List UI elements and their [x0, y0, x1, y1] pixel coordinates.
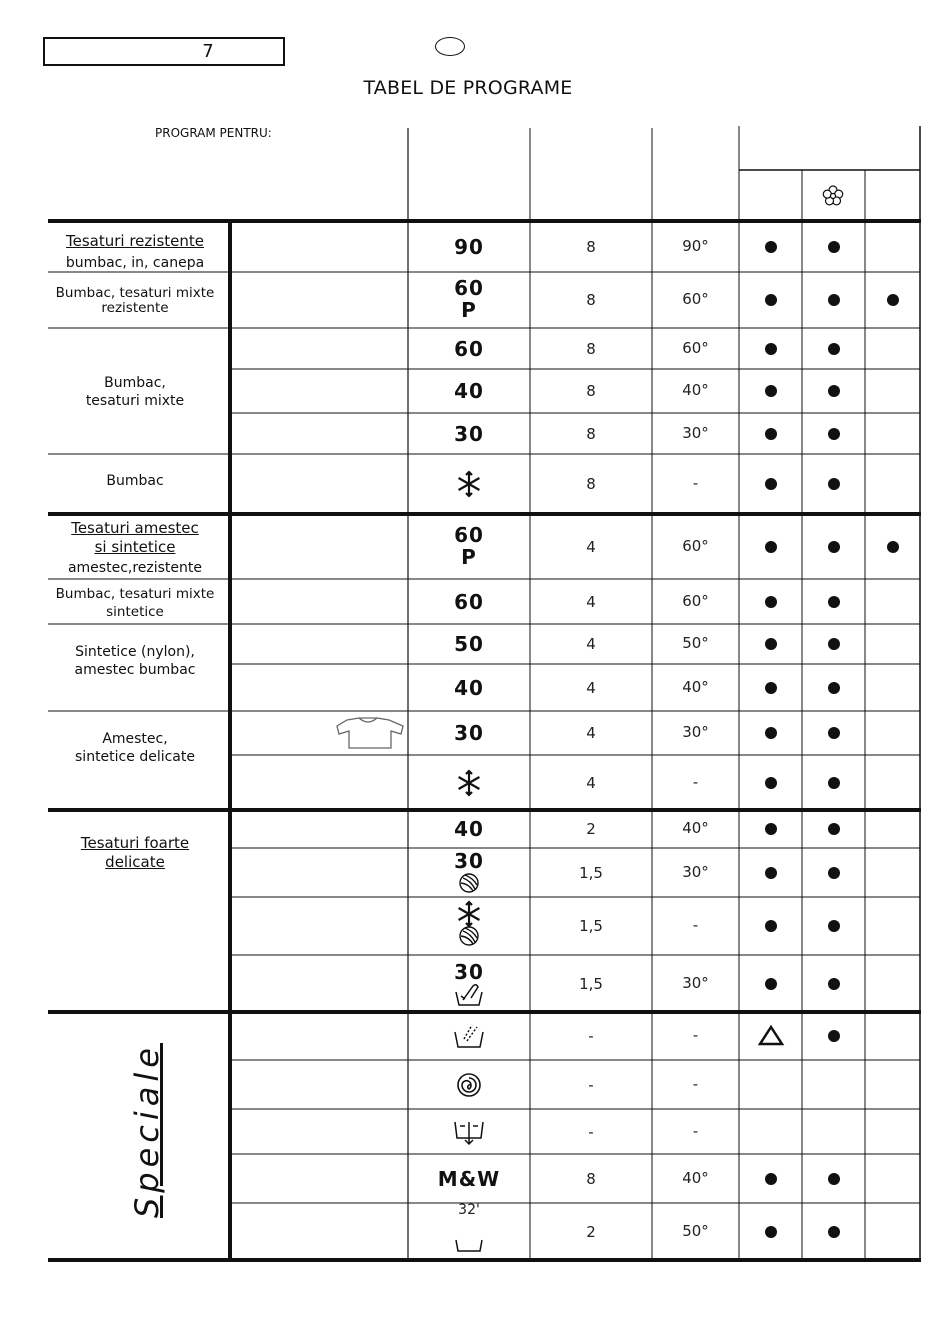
category-nylon-sub: amestec bumbac: [74, 662, 196, 678]
max-load: 8: [586, 238, 596, 256]
option-1-dot: [765, 1173, 777, 1185]
option-1-dot: [765, 343, 777, 355]
temperature: 40°: [682, 819, 709, 837]
max-load: 2: [586, 820, 596, 838]
category-mixed-synthetic-title2: si sintetice: [94, 538, 176, 556]
option-2-dot: [828, 596, 840, 608]
temperature: 50°: [682, 634, 709, 652]
option-1-dot: [765, 1226, 777, 1238]
quick-icon: [449, 1227, 489, 1257]
category-delicate-synthetic: Amestec,: [102, 731, 168, 747]
option-1-dot: [765, 541, 777, 553]
quick-duration-label: 32': [458, 1201, 480, 1218]
option-2-dot: [828, 1030, 840, 1042]
option-2-dot: [828, 294, 840, 306]
option-2-dot: [828, 428, 840, 440]
option-1-dot: [765, 385, 777, 397]
option-1-dot: [765, 777, 777, 789]
program-symbol: 40: [454, 817, 484, 841]
max-load: 4: [586, 678, 596, 697]
max-load: 4: [586, 537, 596, 556]
program-symbol: 30: [454, 721, 484, 745]
option-2-dot: [828, 385, 840, 397]
program-symbol: 60: [454, 589, 484, 614]
max-load: 2: [586, 1222, 596, 1241]
max-load: 8: [586, 424, 596, 443]
temperature: 40°: [682, 1168, 709, 1187]
option-2-dot: [828, 241, 840, 253]
category-cotton-sub: tesaturi mixte: [85, 393, 185, 409]
program-symbol: 60: [454, 276, 484, 300]
option-2-dot: [828, 727, 840, 739]
option-3-dot: [887, 294, 899, 306]
temperature: 40°: [682, 677, 709, 696]
option-1-dot: [765, 294, 777, 306]
temperature: 60°: [682, 338, 709, 357]
program-symbol: 30: [454, 959, 484, 984]
max-load: 8: [586, 339, 596, 358]
option-2-dot: [828, 682, 840, 694]
temperature: 40°: [682, 381, 709, 399]
option-1-dot: [765, 428, 777, 440]
spin-icon: [449, 1070, 489, 1100]
option-2-dot: [828, 978, 840, 990]
option-2-dot: [828, 343, 840, 355]
program-symbol: 50: [454, 632, 484, 656]
temperature: 50°: [682, 1221, 709, 1240]
category-cotton-mixed-sub: rezistente: [101, 300, 169, 316]
temperature: -: [692, 1026, 699, 1044]
option-1-dot: [765, 823, 777, 835]
option-1-dot: [765, 920, 777, 932]
temperature: -: [692, 772, 699, 791]
temperature: 30°: [682, 973, 709, 992]
max-load: -: [588, 1075, 594, 1094]
option-2-dot: [828, 920, 840, 932]
category-mixed-synthetic-title: Tesaturi amestec: [71, 519, 199, 537]
option-2-dot: [828, 1173, 840, 1185]
temperature: 30°: [682, 423, 709, 442]
category-cotton-mixed: Bumbac, tesaturi mixte: [55, 285, 215, 301]
wool-icon: [449, 868, 489, 898]
snowflake-icon: [449, 768, 489, 798]
option-1-dot: [765, 978, 777, 990]
option-2-dot: [828, 867, 840, 879]
option-1-dot: [765, 727, 777, 739]
max-load: 8: [586, 475, 596, 493]
program-symbol: 40: [454, 675, 484, 700]
option-2-dot: [828, 823, 840, 835]
shirt-icon: [337, 718, 403, 748]
option-2-dot: [828, 1226, 840, 1238]
category-cotton-only: Bumbac: [106, 473, 164, 489]
program-symbol: 60: [454, 522, 484, 547]
temperature: -: [692, 916, 699, 934]
snowflake-icon: [449, 469, 489, 499]
option-1-dot: [765, 638, 777, 650]
temperature: 60°: [682, 591, 709, 610]
temperature: 60°: [682, 536, 709, 555]
rinse-icon: [449, 1021, 489, 1051]
max-load: -: [588, 1027, 594, 1045]
flower-icon: [823, 186, 842, 205]
option-1-dot: [765, 478, 777, 490]
max-load: 4: [586, 724, 596, 742]
category-nylon: Sintetice (nylon),: [75, 644, 195, 660]
option-1-dot: [765, 596, 777, 608]
program-symbol: 60: [454, 336, 484, 361]
category-cotton: Bumbac,: [104, 375, 166, 391]
option-1-dot: [765, 682, 777, 694]
program-symbol-p: P: [461, 544, 477, 569]
drain-icon: [449, 1117, 489, 1147]
wool-icon: [449, 921, 489, 951]
category-heavy-sub: bumbac, in, canepa: [65, 255, 205, 271]
option-2-dot: [828, 478, 840, 490]
max-load: 4: [586, 592, 596, 611]
category-mixed-synthetic-sub: amestec,rezistente: [67, 560, 203, 576]
max-load: 4: [586, 635, 596, 653]
program-symbol: 30: [454, 421, 484, 446]
temperature: -: [692, 474, 699, 492]
max-load: 1,5: [579, 917, 603, 935]
max-load: 1,5: [579, 974, 603, 993]
option-3-dot: [887, 541, 899, 553]
temperature: 30°: [682, 862, 709, 881]
option-1-dot: [765, 867, 777, 879]
program-symbol: 90: [454, 235, 484, 259]
max-load: 4: [586, 773, 596, 792]
program-symbol: 40: [454, 379, 484, 403]
page-title: TABEL DE PROGRAME: [363, 77, 573, 99]
option-2-dot: [828, 541, 840, 553]
temperature: 30°: [682, 723, 709, 741]
program-symbol: M&W: [437, 1166, 501, 1191]
temperature: -: [692, 1121, 699, 1140]
temperature: 90°: [682, 237, 709, 255]
max-load: 1,5: [579, 863, 603, 882]
category-special: Speciale: [128, 1043, 166, 1218]
program-for-header: PROGRAM PENTRU:: [155, 126, 272, 140]
max-load: 8: [586, 291, 596, 309]
option-1-dot: [765, 241, 777, 253]
category-delicate-synthetic-sub: sintetice delicate: [75, 749, 195, 765]
option-2-dot: [828, 777, 840, 789]
max-load: 8: [586, 382, 596, 400]
category-very-delicate-2: delicate: [105, 853, 165, 871]
handwash-icon: [449, 979, 489, 1009]
option-1-triangle-icon: [756, 1024, 786, 1048]
temperature: 60°: [682, 290, 709, 308]
max-load: 8: [586, 1169, 596, 1188]
category-cotton-mixed-synthetic: Bumbac, tesaturi mixte: [55, 586, 215, 602]
program-symbol-p: P: [461, 298, 477, 322]
temperature: -: [692, 1074, 699, 1093]
program-symbol: 30: [454, 848, 484, 873]
category-cotton-mixed-synthetic-sub: sintetice: [106, 604, 164, 620]
category-heavy-title: Tesaturi rezistente: [66, 232, 204, 250]
category-very-delicate: Tesaturi foarte: [80, 834, 190, 852]
max-load: -: [588, 1122, 594, 1141]
option-2-dot: [828, 638, 840, 650]
page-number: 7: [202, 41, 214, 62]
